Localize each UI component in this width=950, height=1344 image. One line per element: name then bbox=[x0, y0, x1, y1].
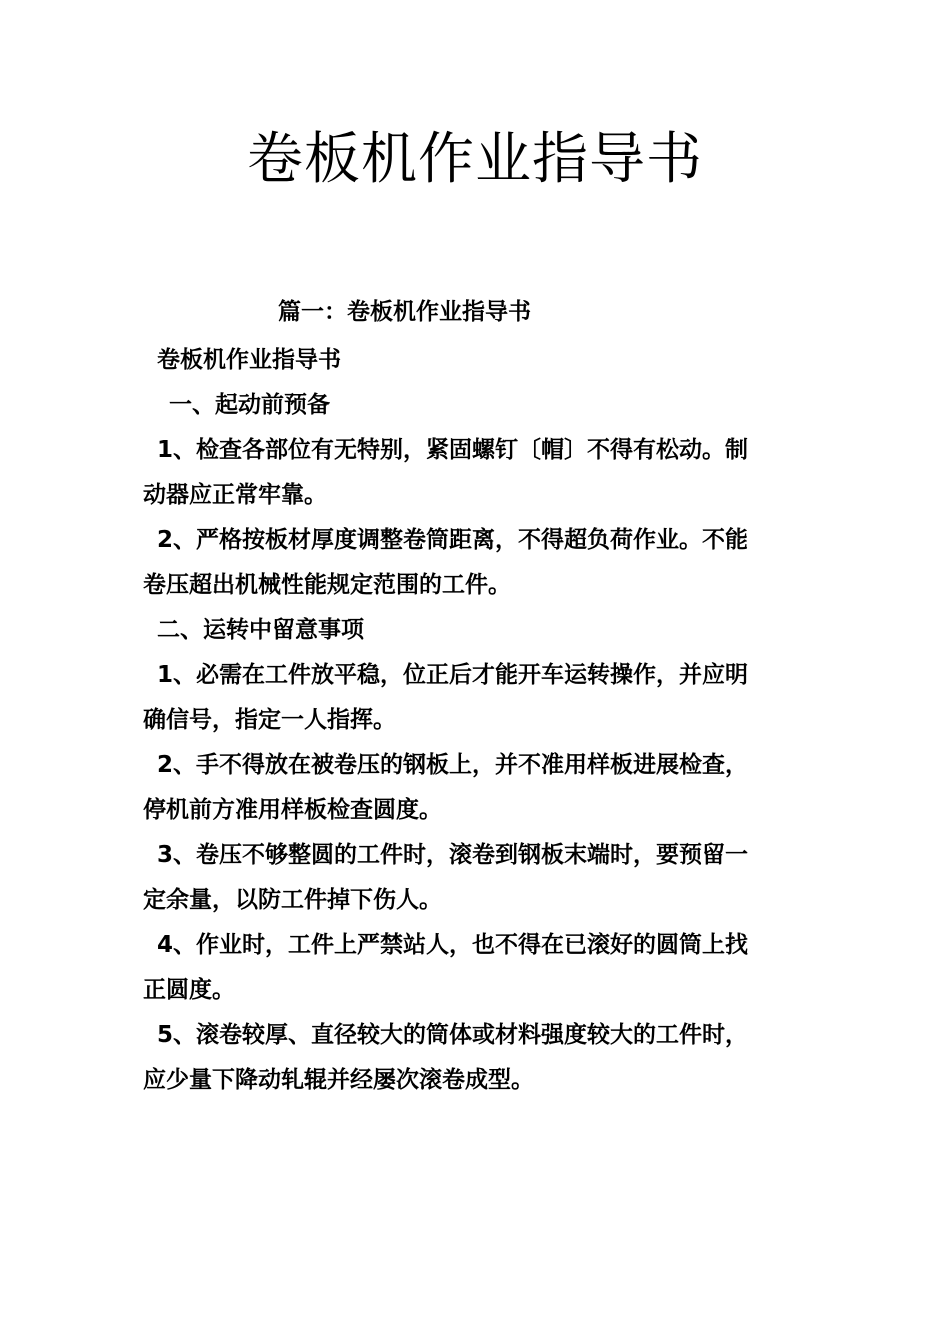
body-heading: 卷板机作业指导书 bbox=[157, 347, 341, 373]
paragraph-line: 5、滚卷较厚、直径较大的筒体或材料强度较大的工件时， bbox=[157, 1022, 749, 1048]
paragraph-line: 2、严格按板材厚度调整卷筒距离，不得超负荷作业。不能 bbox=[157, 527, 749, 553]
paragraph-line: 1、必需在工件放平稳，位正后才能开车运转操作，并应明 bbox=[157, 662, 749, 688]
section-heading-1: 一、起动前预备 bbox=[169, 392, 330, 418]
paragraph-line: 1、检查各部位有无特别，紧固螺钉〔帽〕不得有松动。制 bbox=[157, 437, 749, 463]
paragraph-line: 动器应正常牢靠。 bbox=[143, 482, 327, 508]
paragraph-line: 停机前方准用样板检查圆度。 bbox=[143, 797, 442, 823]
paragraph-line: 应少量下降动轧辊并经屡次滚卷成型。 bbox=[143, 1067, 534, 1093]
paragraph-line: 3、卷压不够整圆的工件时，滚卷到钢板末端时，要预留一 bbox=[157, 842, 749, 868]
section-heading-2: 二、运转中留意事项 bbox=[157, 617, 364, 643]
document-title: 卷板机作业指导书 bbox=[247, 127, 703, 192]
paragraph-line: 4、作业时，工件上严禁站人，也不得在已滚好的圆筒上找 bbox=[157, 932, 749, 958]
paragraph-line: 定余量，以防工件掉下伤人。 bbox=[143, 887, 442, 913]
paragraph-line: 正圆度。 bbox=[143, 977, 235, 1003]
paragraph-line: 卷压超出机械性能规定范围的工件。 bbox=[143, 572, 511, 598]
document-body bbox=[143, 338, 783, 1103]
paragraph-line: 2、手不得放在被卷压的钢板上，并不准用样板进展检查， bbox=[157, 752, 749, 778]
paragraph-line: 确信号，指定一人指挥。 bbox=[143, 707, 396, 733]
section-subtitle: 篇一：卷板机作业指导书 bbox=[278, 299, 531, 325]
